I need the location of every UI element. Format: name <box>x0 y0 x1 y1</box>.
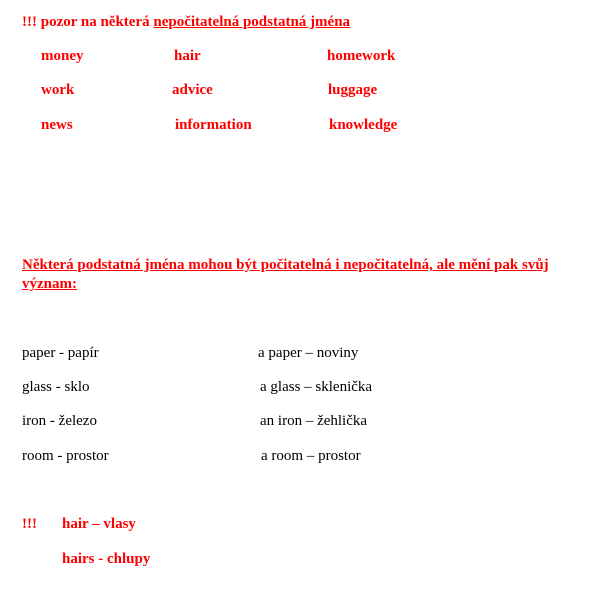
word-work: work <box>41 82 75 98</box>
word-homework: homework <box>327 48 396 64</box>
word-information: information <box>175 117 252 133</box>
section2-heading-line1: Některá podstatná jména mohou být počitatelná i nepočitatelná, ale mění pak svůj <box>22 257 549 273</box>
intro-underlined: nepočitatelná podstatná jména <box>153 14 351 30</box>
pair-left-room: room - prostor <box>22 448 109 464</box>
word-luggage: luggage <box>328 82 378 98</box>
word-knowledge: knowledge <box>329 117 398 133</box>
word-news: news <box>41 117 73 133</box>
pair-right-paper: a paper – noviny <box>258 345 359 361</box>
pair-left-glass: glass - sklo <box>22 379 90 395</box>
word-money: money <box>41 48 84 64</box>
word-advice: advice <box>172 82 213 98</box>
pair-left-iron: iron - železo <box>22 413 97 429</box>
note-marker: !!! <box>22 516 37 532</box>
pair-right-room: a room – prostor <box>261 448 361 464</box>
note-line2: hairs - chlupy <box>62 551 151 567</box>
section2-heading-line2: význam: <box>22 276 77 292</box>
intro-line <box>22 14 350 31</box>
word-hair: hair <box>174 48 201 64</box>
pair-left-paper: paper - papír <box>22 345 99 361</box>
pair-right-glass: a glass – sklenička <box>260 379 373 395</box>
intro-prefix: !!! pozor na některá <box>22 14 154 30</box>
note-line1: hair – vlasy <box>62 516 136 532</box>
pair-right-iron: an iron – žehlička <box>260 413 368 429</box>
